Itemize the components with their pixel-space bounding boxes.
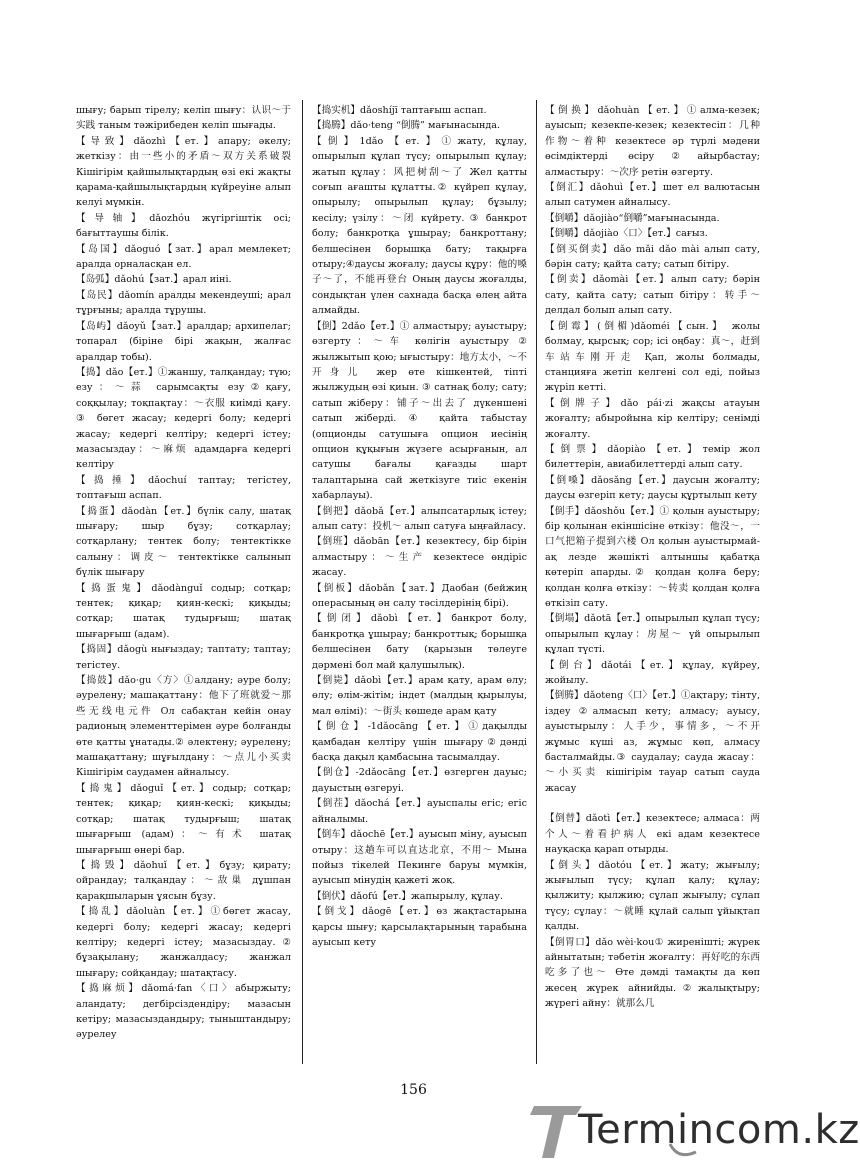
dictionary-entry: 【倒板】dǎobǎn【зат.】Даобан (бейжиң операсының ән салу тәсілдерінің бірі). [312, 582, 527, 609]
dictionary-entry: 【倒车】dǎochē【ет.】ауысып міну, ауысып отыру：这趟车可以直达北京，不用～ Мына пойыз тікелей Пекинге баруы мүмкін, ауысып мінудің қажеті жоқ. [312, 829, 527, 887]
page-number: 156 [400, 1082, 427, 1098]
dictionary-entry: 【倒卖】dǎomài【ет.】алып сату; бәрін сату, қайта сату; сатып бітіру：转手～ делдал болып алып сату. [545, 274, 760, 317]
dictionary-entry: 【捣腾】dǎo·teng “倒腾” мағынасында. [312, 120, 501, 132]
logo-text: Termincom.kz [578, 1107, 860, 1153]
dictionary-entry: 【倒腾】dǎoteng〈口〉【ет.】①ақтару; тінту, іздеу ②алмасып кету; алмасу; ауысу, ауыстырылу：人手少，事情多，～不开 жұмыс күші аз, жұмыс көп, алмасу басталмайды.③ саудалау; сауда жасау：～小买卖 кішігірім тауар сатып сауда жасау [545, 690, 760, 794]
column-right [545, 103, 760, 1010]
dictionary-entry: 【倒把】dǎobǎ【ет.】алыпсатарлық істеу; алып сату：投机～ алып сатуға ыңғайласу. [312, 505, 527, 532]
dictionary-entry: 【倒霉】(倒楣)dǎoméi【сын.】 жолы болмау, қырсық; сор; ісі оңбау：真～，赶到车站车刚开走 Қап, жолы болмады, станцияға жетіп келгені сол еді, пойыз жүріп кетті. [545, 320, 760, 394]
dictionary-entry: 【捣毁】dǎohuǐ【ет.】бұзу; қирату; ойрандау; талқандау：～敌巢 дұшпан қарақшыларын ұясын бұзу. [76, 859, 291, 902]
dictionary-entry: 【倒】2dǎo【ет.】① алмастыру; ауыстыру; өзгерту：～车 көлігін ауыстыру ② жылжытып қою; ығыстыру：地方太小，～不开身儿 жер өте кішкентей, тіпті жылжудың өзі қиын. ③ сатнақ болу; сату; сатып жіберу：铺子～出去了 дүкеншені сатып жіберді. ④ қайта табыстау (опционды сатушыға опцион иесінің опцион құқығын жүзеге асырғанын, ал сатушы бағалы қағазды шарт талаптарына сай жеткізуге тиіс екенін хабарлауы). [312, 320, 527, 502]
dictionary-entry: 【捣实机】dǎoshíjī таптағыш аспап. [312, 105, 487, 116]
dictionary-entry: 【倒买倒卖】dǎo mǎi dǎo mài алып сату, бәрін сату; қайта сату; сатып бітіру. [545, 243, 760, 271]
dictionary-entry: 【捣乱】dǎoluàn【ет.】①бөгет жасау, кедергі болу; кедергі жасау; кедергі келтіру; кедергі істеу; мазасыздау.② бұзақылану; жанжалдасу; жанжал шығару; сойқандау; шатақтасу. [76, 906, 291, 979]
dictionary-entry: 【倒戈】dǎogē【ет.】өз жақтастарына қарсы шығу; қарсылақтарының тарабына ауысып кету [312, 906, 527, 948]
dictionary-entry: 【捣鼓】dǎo·gu〈方〉①алдану; әуре болу; әурелену; машақаттану：他下了班就爱～那些无线电元件 Ол сабақтан кейін онау радионың элементтерімен әуре болғанды өте қатты ұнатады.② әлектену; әурелену; машақаттану; шұғылдану：～点儿小买卖 Кішігірім саудамен айналысу. [76, 675, 291, 779]
dictionary-entry: 【捣固】dǎogù нығыздау; таптату; таптау; тегістеу. [76, 644, 291, 671]
dictionary-entry: 【倒班】dǎobān【ет.】кезектесу, бір бірін алмастыру：～生产 кезектесе өндіріс жасау. [312, 536, 527, 579]
dictionary-entry: 【倒牌子】dǎo pái·zi жақсы атауын жоғалту; абыройына кір келтіру; сенімді жоғалту. [545, 397, 760, 440]
dictionary-entry: 【倒台】dǎotái【ет.】құлау, күйреу, жойылу. [545, 659, 760, 687]
dictionary-entry: 【捣蛋】dǎodàn【ет.】бүлік салу, шатақ шығару; шыр бұзу; сотқарлау; сотқарлану; тентек болу; тентектікке салыну：调皮～ тентектікке салынып бүлік шығару [76, 505, 291, 579]
dictionary-entry: 【倒胃口】dǎo wèi·kou① жиреніштi; жүрек айнытатын; тәбетін жоғалту：再好吃的东西吃多了也～ Өте дәмді тамақты да көп жесең жүрек айнийды.②жалықтыру; жүрегі айну：就那么几 [545, 936, 760, 1010]
dictionary-entry: 【倒毙】dǎobì【ет.】арам қату, арам өлу; өлу; өлім-жітім; індет (малдың қырылуы, мал өлімі)：～街头 көшеде арам қату [312, 675, 527, 717]
column-divider-right [536, 100, 537, 1064]
dictionary-entry: 【倒仓】-1dǎocāng【ет.】①дақылды қамбадан келтіру үшін шығару②дәнді басқа дақыл қамбасына тасымалдау. [312, 721, 527, 764]
dictionary-entry: 【倒塌】dǎotā【ет.】опырылып құлап түсу; опырылып құлау：房屋～ үй опырылып құлап түсті. [545, 613, 760, 656]
dictionary-entry: 【捣蛋鬼】dǎodànguǐ содыр; сотқар; тентек; қиқар; қиян-кескі; қиқыды; сотқар; шатақ тудырғыш; шатақ шығарғыш (адам). [76, 582, 291, 640]
dictionary-entry: 【岛屿】dǎoyǔ【зат.】аралдар; архипелаг; топарал (біріне бірі жақын, жалғас аралдар тобы). [76, 320, 291, 363]
dictionary-entry: 【捣】dǎo【ет.】①жаншу, талқандау; түю; езу：～蒜 сарымсақты езу②қағу, соққылау; тоқпақтау：～衣服 киімді қағу. ③ бөгет жасау; кедергі болу; кедергі жасау; кедергі келтіру; кедергі істеу; мазасыздау：～麻烦 адамдарға кедергі келтіру [76, 366, 291, 471]
dictionary-entry: 【岛弧】dǎohú【зат.】арал иіні. [76, 274, 232, 286]
dictionary-entry: 【倒票】dǎopiào【ет.】темір жол билеттерін, авиабилеттерді алып сату. [545, 443, 760, 471]
dictionary-entry: 【倒手】dǎoshǒu【ет.】① қолын ауыстыру; бір қолынан екіншісіне өткізу：他没～，一口气把箱子提到六楼 Ол қолын ауыстырмай-ақ лезде жәшікті алтыншы қабатқа көтеріп апарды.② қолдан қолға беру; қолдан қолға өткізу：～转卖 қолдан қолға өткізіп сату. [545, 505, 760, 609]
dictionary-entry: 【岛国】dǎoguó【зат.】арал мемлекет; аралда орналасқан ел. [76, 243, 291, 271]
dictionary-entry: 【倒嗓】dǎosǎng【ет.】даусын жоғалту; даусы өзгеріп кету; даусы құртылып кету [545, 474, 760, 502]
dictionary-entry: 【倒】1dǎo【ет.】①жату, құлау, опырылып құлап түсу; опырылып құлау; жатып құлау：风把树刮～了 Жел қатты соғып ағашты құлатты.② күйреп құлау, опырылу; опырылып құлау; бұзылу; кесілу; үзілу：～闭 күйрету. ③ банкрот болу; банкротқа ұшырау; банкроттану; белшесінен борышқа бату; тақырға отыру;④даусы жоғалу; даусы құру：他的嗓子～了，不能再登台 Оның даусы жоғалды, сондықтан үлен сахнада басқа өлең айта алмайды. [312, 135, 527, 317]
logo-t-icon [530, 1106, 582, 1158]
dictionary-entry: 【倒头】dǎotóu【ет.】жату; жығылу; жығылып түсу; құлап қалу; құлау; қылжиту; қылжию; сұлап жығылу; сұлап түсу; сұлау：～就睡 құлай салып ұйықтап қалды. [545, 859, 760, 933]
dictionary-entry: шығу; барып тірелу; келіп шығу：认识～于实践 таным тәжірибеден келіп шығады. [76, 105, 291, 132]
column-middle [312, 103, 527, 1065]
dictionary-entry: 【倒嚼】dǎojiào“倒嚼”мағынасында. [545, 212, 720, 224]
dictionary-entry: 【捣麻烦】dǎomá·fan〈口〉абыржыту; аландату; дегбірсіздендіру; мазасын кетіру; мазасыздандыру; тыныштандыру; әурелеу [76, 983, 291, 1041]
column-left [76, 103, 291, 1065]
dictionary-entry: 【倒换】dǎohuàn【ет.】①алма-кезек; ауысып; кезекпе-кезек; кезектесіп：几种作物～着种 кезектесе әр түрлі мәдени өсімдіктерді өсіру②айырбастау; алмастыру：～次序 ретін өзгерту. [545, 105, 760, 178]
dictionary-entry: 【岛民】dǎomín аралды мекендеуші; арал тұрғыны; аралда тұрушы. [76, 289, 291, 317]
dictionary-entry: 【倒替】dǎotì【ет.】кезектесе; алмаса：两个人～着看护病人 екі адам кезектесе науқасқа қарап отырды. [545, 813, 760, 856]
dictionary-entry: 【捣鬼】dǎoguǐ【ет.】содыр; сотқар; тентек; қиқар; қиян-кескі; қиқыды; сотқар; шатақ тудырғыш; шатақ шығарғыш (адам)：～有术 шатақ шығарғыш өнері бар. [76, 782, 291, 856]
dictionary-entry: 【导轴】dǎozhóu жүгіргіштік осі; бағыттаушы білік. [76, 212, 291, 240]
paragraph-gap [545, 796, 760, 811]
dictionary-entry: 【倒汇】dǎohuì【ет.】шет ел валютасын алып сатумен айналысу. [545, 182, 760, 209]
dictionary-entry: 【倒闭】dǎobì【ет.】банкрот болу, банкротқа ұшырау; банкроттық; борышқа белшесінен бату (қарызын төлеуге дәрмені бол май қалушылық). [312, 613, 527, 671]
column-divider-left [302, 100, 303, 1064]
dictionary-entry: 【倒茬】dǎochá【ет.】ауыспалы егіс; егіс айналымы. [312, 798, 527, 825]
dictionary-entry: 【倒仓】-2dǎocāng【ет.】өзгерген дауыс; дауыстың өзгеруі. [312, 767, 527, 794]
dictionary-entry: 【导致】dǎozhì【ет.】апару; әкелу; жеткізу：由一些小的矛盾～双方关系破裂 Кішігірім қайшылықтардың өзі екі жақты қарама-қайшылықтардың күйреуіне алып келуі мүмкін. [76, 135, 291, 209]
dictionary-entry: 【倒伏】dǎofú【ет.】жапырылу, құлау. [312, 890, 503, 902]
dictionary-entry: 【捣捶】dǎochuí таптау; тегістеу, топтағыш аспап. [76, 474, 291, 502]
dictionary-entry: 【倒嚼】dǎojiào〈口〉【ет.】сағыз. [545, 228, 708, 240]
